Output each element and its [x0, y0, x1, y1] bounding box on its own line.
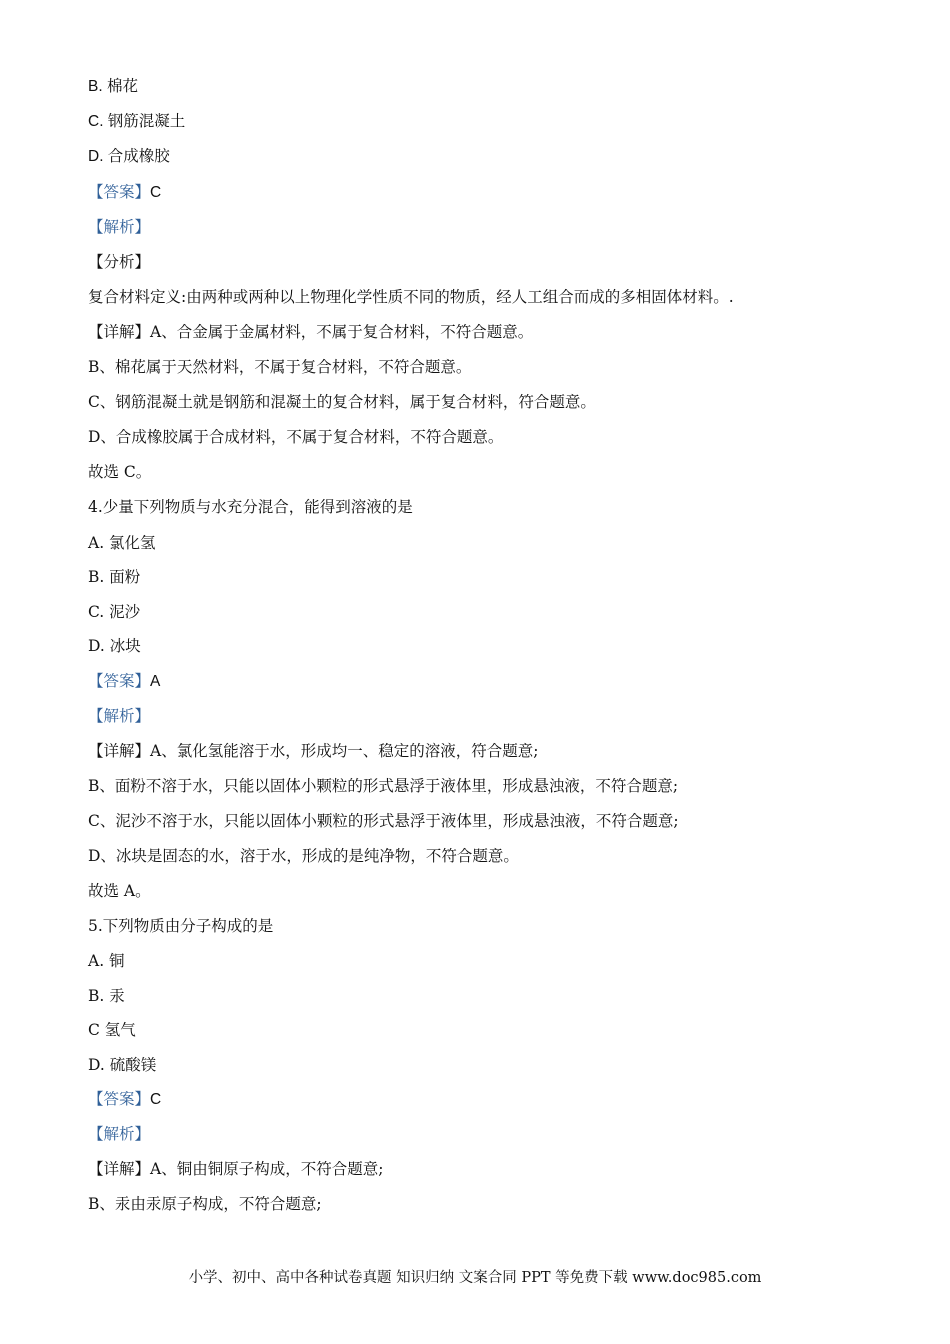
- q4-answer: [88, 670, 160, 693]
- page-footer: 小学、初中、高中各种试卷真题 知识归纳 文案合同 PPT 等免费下载 www.doc985.com: [188, 1270, 762, 1286]
- q4-option-b: B. 面粉: [88, 568, 141, 586]
- q4-detail-4: D、冰块是固态的水，溶于水，形成的是纯净物，不符合题意。: [88, 847, 519, 865]
- q4-option-d: D. 冰块: [88, 637, 141, 655]
- q5-question: 5.下列物质由分子构成的是: [88, 917, 274, 935]
- q3-fenxi-label: 【分析】: [88, 253, 151, 271]
- q4-detail-1: 【详解】A、氯化氢能溶于水，形成均一、稳定的溶液，符合题意;: [88, 742, 539, 760]
- q4-option-c: C. 泥沙: [88, 603, 141, 621]
- answer-label: 【答案】: [88, 183, 151, 201]
- q5-option-a: A. 铜: [88, 952, 125, 970]
- answer-label: 【答案】: [88, 672, 151, 690]
- answer-label: 【答案】: [88, 1090, 151, 1108]
- q3-detail-3: C、钢筋混凝土就是钢筋和混凝土的复合材料，属于复合材料，符合题意。: [88, 393, 596, 411]
- q4-option-a: A. 氯化氢: [88, 534, 156, 552]
- answer-value: A: [150, 673, 161, 690]
- q3-option-b: B. 棉花: [88, 78, 138, 95]
- q4-question: 4.少量下列物质与水充分混合，能得到溶液的是: [88, 498, 413, 516]
- q5-analysis-label: 【解析】: [88, 1125, 151, 1143]
- q3-detail-2: B、棉花属于天然材料，不属于复合材料，不符合题意。: [88, 358, 472, 376]
- q3-answer: [88, 181, 161, 204]
- q5-option-c: C 氢气: [88, 1021, 136, 1039]
- q3-analysis-label: 【解析】: [88, 218, 151, 236]
- q5-option-d: D. 硫酸镁: [88, 1056, 157, 1074]
- q3-option-c: C. 钢筋混凝土: [88, 113, 186, 130]
- q3-detail-4: D、合成橡胶属于合成材料，不属于复合材料，不符合题意。: [88, 428, 504, 446]
- q5-detail-1: 【详解】A、铜由铜原子构成，不符合题意;: [88, 1160, 384, 1178]
- q3-option-d: D. 合成橡胶: [88, 148, 170, 165]
- answer-value: C: [150, 1091, 162, 1108]
- q5-answer: [88, 1088, 161, 1111]
- q4-detail-3: C、泥沙不溶于水，只能以固体小颗粒的形式悬浮于液体里，形成悬浊液，不符合题意;: [88, 812, 679, 830]
- q5-option-b: B. 汞: [88, 987, 125, 1005]
- q5-detail-2: B、汞由汞原子构成，不符合题意;: [88, 1195, 322, 1213]
- answer-value: C: [150, 184, 162, 201]
- q4-detail-2: B、面粉不溶于水，只能以固体小颗粒的形式悬浮于液体里，形成悬浊液，不符合题意;: [88, 777, 679, 795]
- q3-detail-1: 【详解】A、合金属于金属材料，不属于复合材料，不符合题意。: [88, 323, 534, 341]
- q4-analysis-label: 【解析】: [88, 707, 151, 725]
- q3-definition: 复合材料定义:由两种或两种以上物理化学性质不同的物质，经人工组合而成的多相固体材料。.: [88, 288, 734, 306]
- q3-conclusion: 故选 C。: [88, 463, 152, 481]
- q4-conclusion: 故选 A。: [88, 882, 151, 900]
